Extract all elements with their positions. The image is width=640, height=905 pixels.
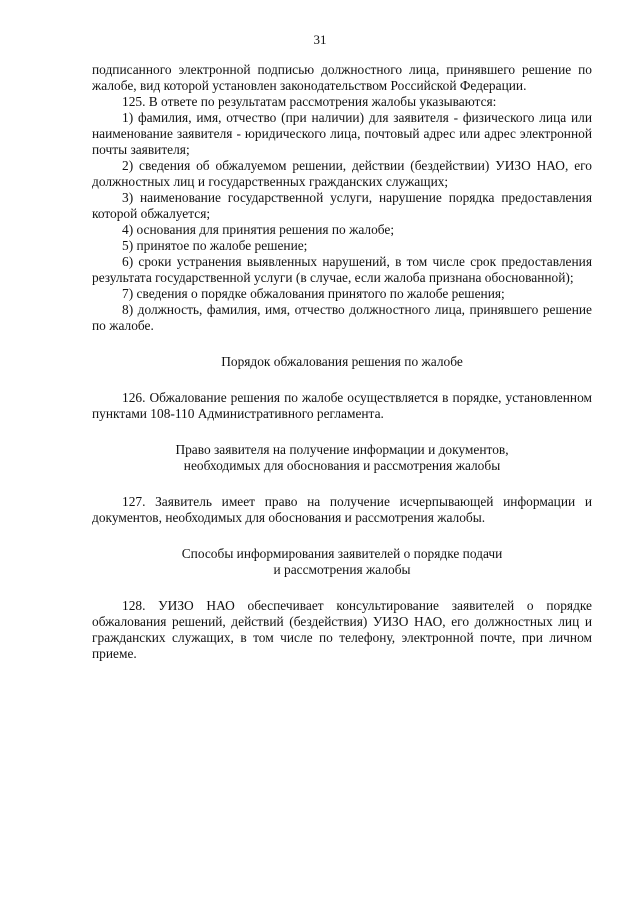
paragraph: 128. УИЗО НАО обеспечивает консультирование заявителей о порядке обжалования решений, действий (бездействия) УИЗО НАО, его должностных лиц и гражданских служащих, в том числе по телефону, электронной почте, при личном приеме. xyxy=(92,598,592,661)
paragraph: 8) должность, фамилия, имя, отчество должностного лица, принявшего решение по жалобе. xyxy=(92,302,592,333)
page-number: 31 xyxy=(313,32,327,47)
paragraph: 5) принятое по жалобе решение; xyxy=(122,238,308,253)
spacer xyxy=(92,422,592,442)
spacer xyxy=(92,526,592,546)
paragraph: 3) наименование государственной услуги, нарушение порядка предоставления которой обжалуется; xyxy=(92,190,592,221)
section-heading-line: Право заявителя на получение информации и документов, xyxy=(175,442,509,457)
spacer xyxy=(92,578,592,598)
paragraph: подписанного электронной подписью должностного лица, принявшего решение по жалобе, вид которой установлен законодательством Российской Федерации. xyxy=(92,62,592,93)
section-heading xyxy=(92,546,592,578)
section-heading-line: Способы информирования заявителей о порядке подачи xyxy=(181,546,503,561)
paragraph: 2) сведения об обжалуемом решении, действии (бездействии) УИЗО НАО, его должностных лиц и государственных гражданских служащих; xyxy=(92,158,592,189)
paragraph: 7) сведения о порядке обжалования принятого по жалобе решения; xyxy=(122,286,505,301)
paragraph: 127. Заявитель имеет право на получение исчерпывающей информации и документов, необходимых для обоснования и рассмотрения жалобы. xyxy=(92,494,592,525)
section-heading-line: и рассмотрения жалобы xyxy=(273,562,411,577)
document-body xyxy=(92,62,592,662)
paragraph: 4) основания для принятия решения по жалобе; xyxy=(122,222,395,237)
section-heading xyxy=(92,442,592,474)
spacer xyxy=(92,370,592,390)
spacer xyxy=(92,334,592,354)
section-heading-line: необходимых для обоснования и рассмотрения жалобы xyxy=(183,458,501,473)
section-heading-line: Порядок обжалования решения по жалобе xyxy=(221,354,463,369)
section-heading xyxy=(92,354,592,370)
spacer xyxy=(92,474,592,494)
paragraph: 6) сроки устранения выявленных нарушений, в том числе срок предоставления результата государственной услуги (в случае, если жалоба признана обоснованной); xyxy=(92,254,592,285)
paragraph: 125. В ответе по результатам рассмотрения жалобы указываются: xyxy=(122,94,497,109)
paragraph: 1) фамилия, имя, отчество (при наличии) для заявителя - физического лица или наименование заявителя - юридического лица, почтовый адрес или адрес электронной почты заявителя; xyxy=(92,110,592,157)
paragraph: 126. Обжалование решения по жалобе осуществляется в порядке, установленном пунктами 108-110 Административного регламента. xyxy=(92,390,592,421)
